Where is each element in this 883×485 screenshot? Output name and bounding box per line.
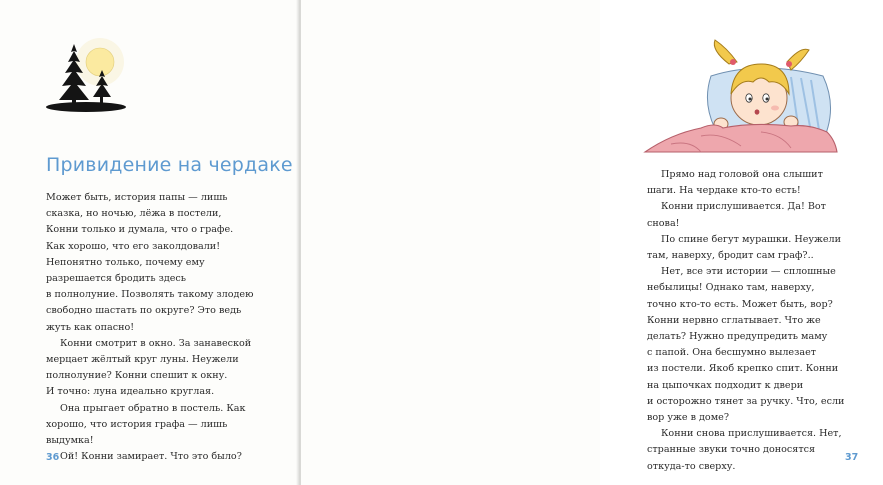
text-line: хорошо, что история графа — лишь <box>46 418 228 430</box>
right-page <box>301 0 859 485</box>
text-line: Может быть, история папы — лишь <box>46 192 228 203</box>
left-page <box>0 0 299 485</box>
right-page-text <box>647 167 883 475</box>
text-line: странные звуки точно доносятся <box>647 444 816 456</box>
chapter-title: Привидение на чердаке <box>46 154 293 176</box>
tree-trunk <box>72 98 76 104</box>
text-line: свободно шастать по округе? Это ведь <box>46 305 242 317</box>
text-line: Непонятно только, почему ему <box>46 256 205 268</box>
moon-icon <box>86 48 114 76</box>
text-line: в полнолуние. Позволять такому злодею <box>46 289 254 301</box>
text-line: Она прыгает обратно в постель. Как <box>60 402 246 414</box>
mouth <box>755 109 760 114</box>
hair-tie-left <box>730 59 736 65</box>
text-line: выдумка! <box>46 435 94 447</box>
text-line: Конни прислушивается. Да! Вот <box>661 201 826 213</box>
text-line: мерцает жёлтый круг луны. Неужели <box>46 354 239 366</box>
text-line: сказка, но ночью, лёжа в постели, <box>46 208 222 220</box>
text-line: делать? Нужно предупредить маму <box>647 331 828 343</box>
text-line: И точно: луна идеально круглая. <box>46 386 215 398</box>
text-line: на цыпочках подходит к двери <box>647 379 804 391</box>
text-line: жуть как опасно! <box>46 321 135 333</box>
tree-trunk-small <box>100 96 103 103</box>
text-line: шаги. На чердаке кто-то есть! <box>647 185 801 197</box>
text-line: из постели. Якоб крепко спит. Конни <box>647 363 839 375</box>
text-line: Конни только и думала, что о графе. <box>46 224 234 236</box>
left-pupil <box>749 98 752 101</box>
text-line: небылицы! Однако там, наверху, <box>647 282 815 294</box>
right-pupil <box>766 98 769 101</box>
text-line: Прямо над головой она слышит <box>661 169 823 180</box>
text-line: и осторожно тянет за ручку. Что, если <box>647 395 845 407</box>
cheek <box>771 106 779 111</box>
page-number-right: 37 <box>845 452 859 463</box>
hair-tie-right <box>786 61 792 67</box>
left-page-text <box>46 190 284 465</box>
page-number-left: 36 <box>46 452 60 463</box>
right-pigtail <box>787 49 809 70</box>
text-line: снова! <box>647 217 680 229</box>
text-line: откуда-то сверху. <box>647 460 736 472</box>
text-line: Ой! Конни замирает. Что это было? <box>60 451 242 463</box>
text-line: Нет, все эти истории — сплошные <box>661 266 836 278</box>
text-line: Конни нервно сглатывает. Что же <box>647 314 821 326</box>
moon-and-fir-trees-illustration <box>44 36 134 116</box>
girl-in-bed-illustration <box>641 36 841 154</box>
text-line: разрешается бродить здесь <box>46 273 186 285</box>
blanket <box>645 124 837 152</box>
text-line: вор уже в доме? <box>647 412 729 424</box>
text-line: Конни смотрит в окно. За занавеской <box>60 337 252 349</box>
text-line: Конни снова прислушивается. Нет, <box>661 428 842 440</box>
text-line: с папой. Она бесшумно вылезает <box>647 347 817 359</box>
text-line: точно кто-то есть. Может быть, вор? <box>647 298 833 310</box>
text-line: полнолуние? Конни спешит к окну. <box>46 370 228 382</box>
text-line: Как хорошо, что его заколдовали! <box>46 240 221 252</box>
ground <box>46 102 126 112</box>
text-line: По спине бегут мурашки. Неужели <box>661 233 842 245</box>
text-line: там, наверху, бродит сам граф?.. <box>647 250 814 262</box>
